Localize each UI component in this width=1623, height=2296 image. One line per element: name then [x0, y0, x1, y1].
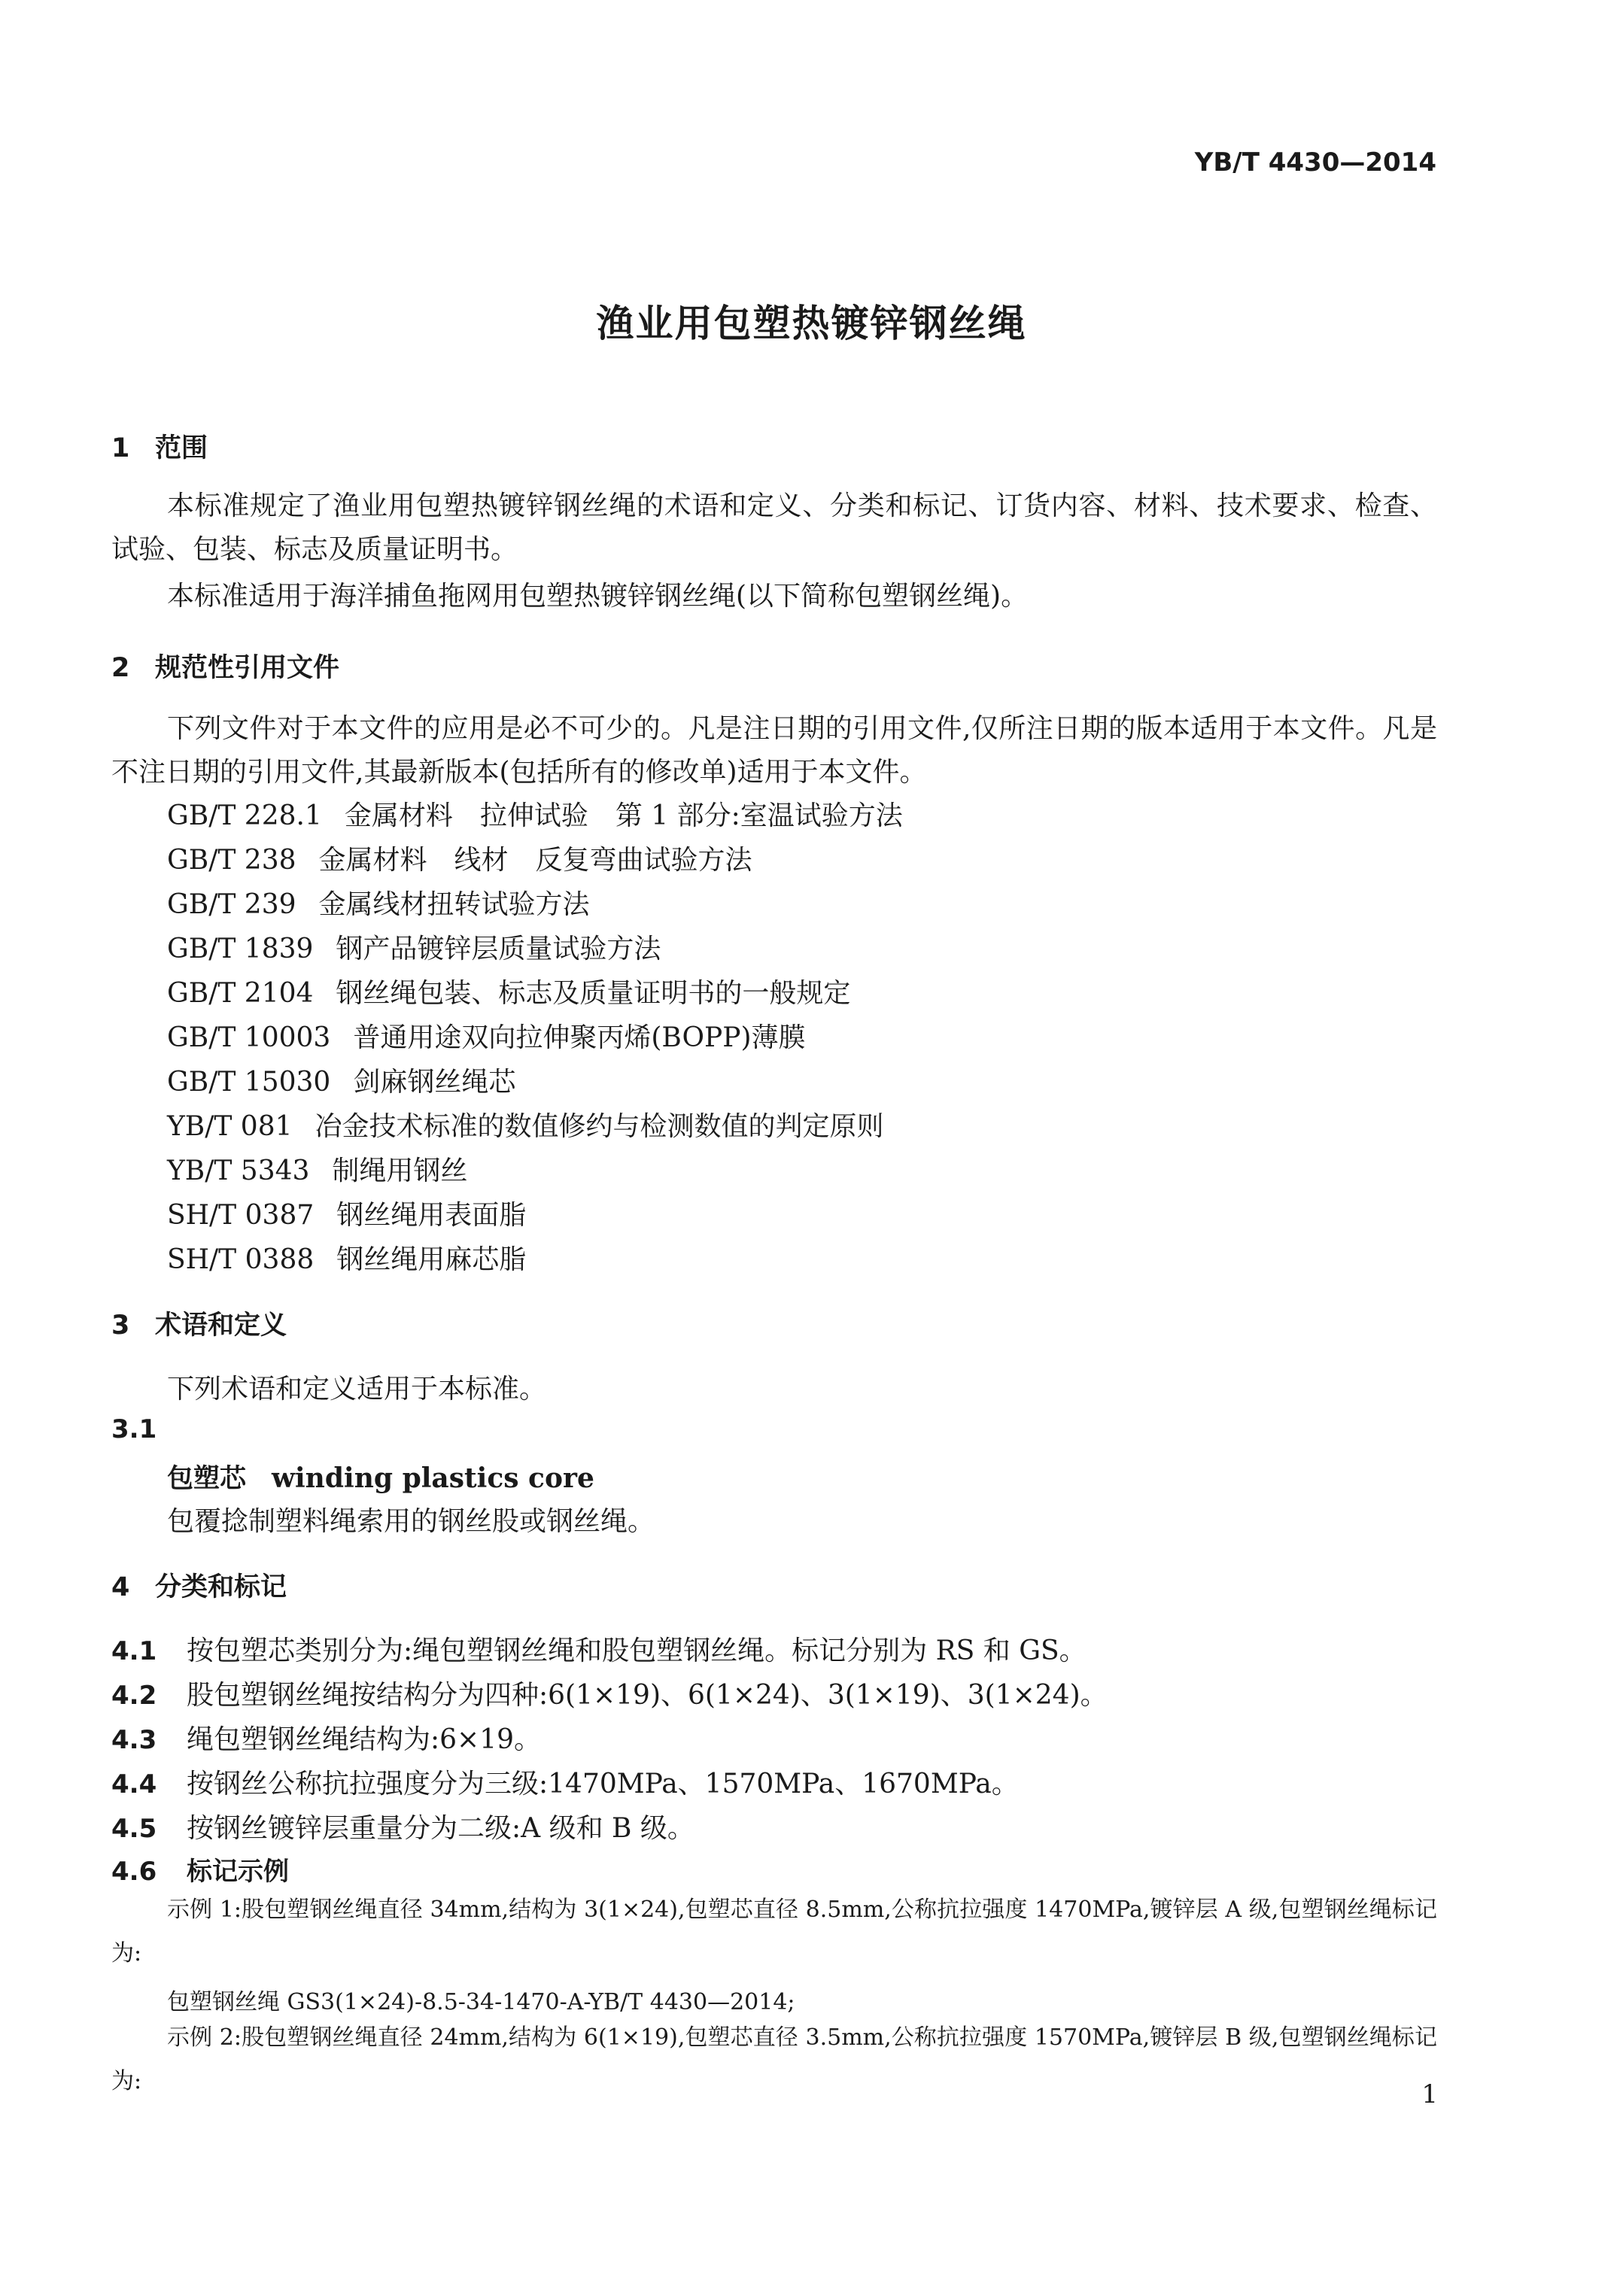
reference-title: 金属材料 拉伸试验 第 1 部分:室温试验方法 [344, 800, 903, 831]
reference-code: GB/T 228.1 [167, 800, 322, 831]
reference-title: 制绳用钢丝 [332, 1156, 468, 1186]
page-number: 1 [1421, 2079, 1438, 2109]
term-definition: 包覆捻制塑料绳索用的钢丝股或钢丝绳。 [167, 1506, 655, 1537]
reference-item [167, 1194, 526, 1232]
clause-text: 绳包塑钢丝绳结构为:6×19。 [187, 1724, 542, 1755]
reference-item [167, 972, 850, 1010]
section-number: 1 [111, 433, 130, 463]
reference-item [167, 928, 661, 966]
reference-code: YB/T 081 [167, 1111, 293, 1142]
clause-number: 4.1 [111, 1636, 157, 1666]
reference-item [167, 1150, 467, 1188]
clause-number: 4.5 [111, 1814, 157, 1844]
clause-text: 按钢丝公称抗拉强度分为三级:1470MPa、1570MPa、1670MPa。 [187, 1769, 1019, 1799]
section-3-heading [111, 1304, 287, 1342]
reference-code: GB/T 1839 [167, 934, 314, 964]
section-title: 范围 [155, 433, 208, 463]
reference-code: SH/T 0388 [167, 1244, 315, 1275]
reference-title: 钢产品镀锌层质量试验方法 [336, 934, 661, 964]
clause-3-1-number: 3.1 [111, 1414, 157, 1444]
section-1-heading [111, 427, 208, 465]
clause-number: 4.2 [111, 1681, 157, 1711]
section-number: 3 [111, 1310, 130, 1341]
reference-item [167, 1238, 526, 1277]
reference-title: 剑麻钢丝绳芯 [353, 1067, 516, 1098]
clause-number: 4.4 [111, 1769, 157, 1799]
clause-item [111, 1763, 1019, 1801]
document-title: 渔业用包塑热镀锌钢丝绳 [596, 302, 1027, 345]
clause-title: 标记示例 [187, 1857, 289, 1887]
clause-text: 股包塑钢丝绳按结构分为四种:6(1×19)、6(1×24)、3(1×19)、3(1×24)。 [187, 1680, 1108, 1711]
clause-number: 4.3 [111, 1725, 157, 1755]
clause-item [111, 1674, 1108, 1712]
example-1-mark: 包塑钢丝绳 GS3(1×24)-8.5-34-1470-A-YB/T 4430—2014; [167, 1989, 795, 2015]
reference-item [167, 883, 590, 922]
clause-text: 按包塑芯类别分为:绳包塑钢丝绳和股包塑钢丝绳。标记分别为 RS 和 GS。 [187, 1635, 1087, 1666]
reference-code: SH/T 0387 [167, 1200, 315, 1231]
term-entry [167, 1458, 594, 1496]
reference-code: GB/T 10003 [167, 1022, 331, 1053]
section-2-heading [111, 647, 339, 685]
section-title: 分类和标记 [155, 1572, 287, 1602]
clause-text: 按钢丝镀锌层重量分为二级:A 级和 B 级。 [187, 1813, 694, 1844]
section-1-paragraph-1: 本标准规定了渔业用包塑热镀锌钢丝绳的术语和定义、分类和标记、订货内容、材料、技术要求、检查、试验、包装、标志及质量证明书。 [111, 490, 1437, 565]
section-number: 4 [111, 1572, 130, 1602]
example-1: 示例 1:股包塑钢丝绳直径 34mm,结构为 3(1×24),包塑芯直径 8.5mm,公称抗拉强度 1470MPa,镀锌层 A 级,包塑钢丝绳标记为: [111, 1897, 1437, 1966]
reference-code: GB/T 2104 [167, 978, 314, 1009]
section-2-paragraph-1: 下列文件对于本文件的应用是必不可少的。凡是注日期的引用文件,仅所注日期的版本适用于本文件。凡是不注日期的引用文件,其最新版本(包括所有的修改单)适用于本文件。 [111, 713, 1437, 788]
section-title: 规范性引用文件 [155, 653, 340, 683]
reference-title: 钢丝绳用麻芯脂 [336, 1244, 527, 1275]
reference-title: 钢丝绳用表面脂 [336, 1200, 527, 1231]
reference-item [167, 794, 903, 833]
reference-title: 普通用途双向拉伸聚丙烯(BOPP)薄膜 [353, 1022, 806, 1053]
reference-code: GB/T 239 [167, 889, 296, 920]
reference-title: 冶金技术标准的数值修约与检测数值的判定原则 [315, 1111, 884, 1142]
clause-4-6-heading [111, 1851, 289, 1888]
reference-title: 钢丝绳包装、标志及质量证明书的一般规定 [336, 978, 851, 1009]
reference-title: 金属材料 线材 反复弯曲试验方法 [318, 845, 752, 876]
reference-code: GB/T 238 [167, 845, 296, 876]
section-3-paragraph-1: 下列术语和定义适用于本标准。 [167, 1374, 547, 1405]
standard-number: YB/T 4430—2014 [1194, 147, 1436, 178]
section-title: 术语和定义 [155, 1310, 287, 1341]
clause-item [111, 1718, 541, 1757]
reference-item [167, 1061, 515, 1099]
clause-item [111, 1629, 1087, 1668]
term-chinese: 包塑芯 [167, 1464, 247, 1494]
reference-title: 金属线材扭转试验方法 [318, 889, 590, 920]
clause-number: 4.6 [111, 1857, 157, 1887]
reference-code: GB/T 15030 [167, 1067, 331, 1098]
reference-item [167, 1016, 806, 1055]
section-1-paragraph-2: 本标准适用于海洋捕鱼拖网用包塑热镀锌钢丝绳(以下简称包塑钢丝绳)。 [167, 581, 1029, 612]
reference-item [167, 1105, 884, 1143]
reference-item [167, 839, 752, 877]
reference-code: YB/T 5343 [167, 1156, 310, 1186]
clause-item [111, 1807, 694, 1845]
example-2: 示例 2:股包塑钢丝绳直径 24mm,结构为 6(1×19),包塑芯直径 3.5mm,公称抗拉强度 1570MPa,镀锌层 B 级,包塑钢丝绳标记为: [111, 2024, 1437, 2094]
section-4-heading [111, 1566, 287, 1604]
term-english: winding plastics core [272, 1462, 594, 1494]
section-number: 2 [111, 653, 130, 683]
